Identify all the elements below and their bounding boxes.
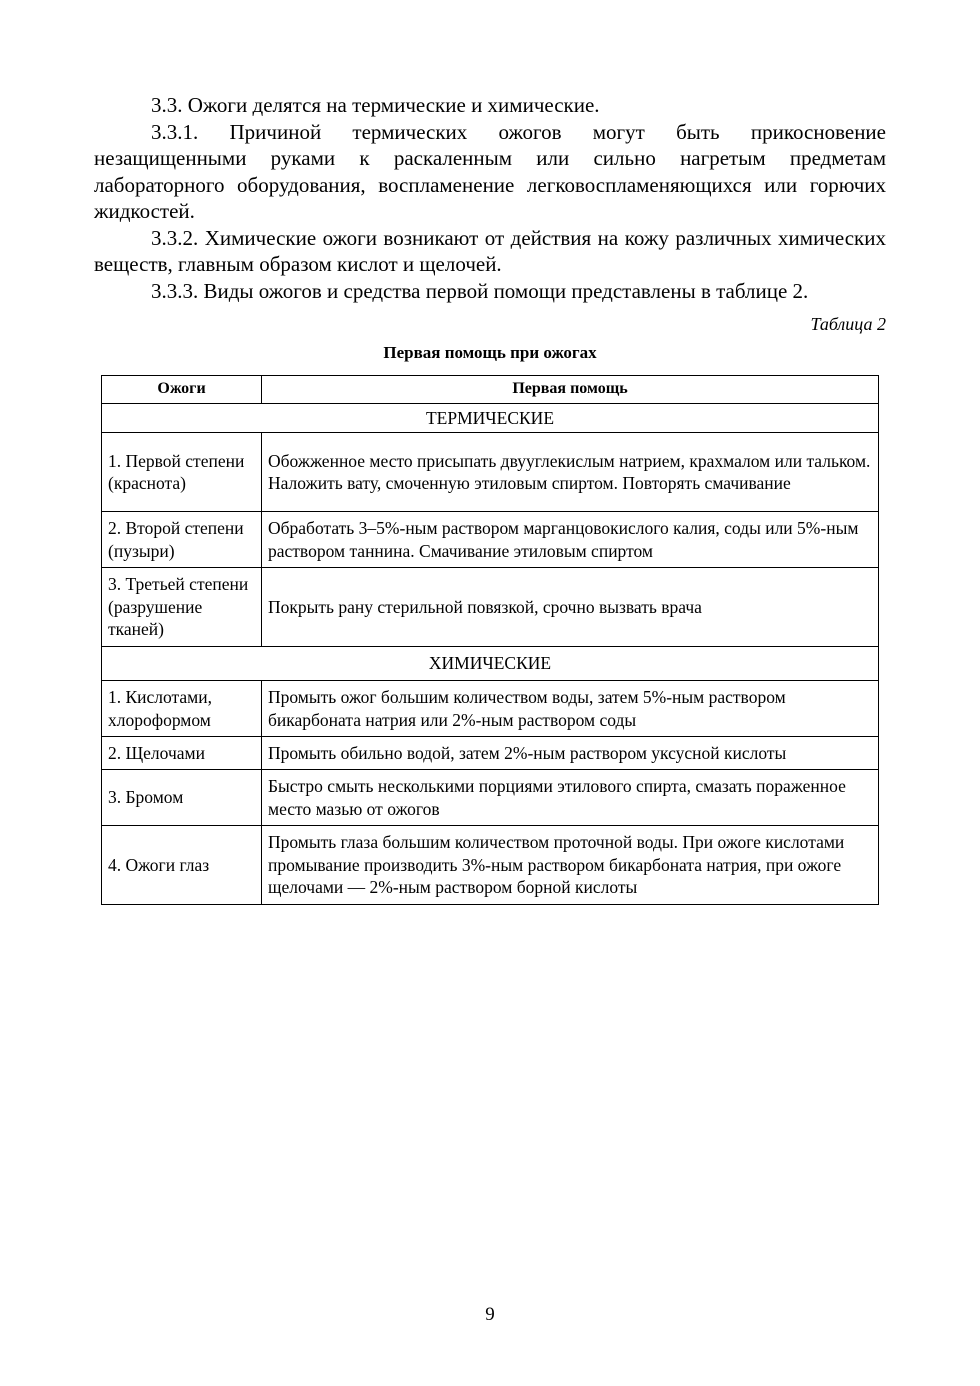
table-label: Таблица 2 (810, 314, 886, 334)
header-burns: Ожоги (102, 376, 262, 404)
table-row (102, 568, 879, 647)
burn-type-cell: 1. Кислотами, хлороформом (102, 681, 262, 737)
first-aid-cell: Обработать 3–5%-ным раствором марганцовокислого калия, соды или 5%-ным раствором таннина. Смачивание этиловым спиртом (262, 512, 879, 568)
paragraph-3-3-2: 3.3.2. Химические ожоги возникают от действия на кожу различных химических веществ, главным образом кислот и щелочей. (94, 225, 886, 276)
first-aid-cell: Промыть глаза большим количеством проточной воды. При ожоге кислотами промывание производить 3%-ным раствором бикарбоната натрия, при ожоге щелочами — 2%-ным раствором борной кислоты (262, 826, 879, 905)
burn-type-cell: 3. Бромом (102, 770, 262, 826)
table-row (102, 737, 879, 770)
header-first-aid: Первая помощь (262, 376, 879, 404)
section-row-thermal (102, 404, 879, 433)
first-aid-cell: Промыть обильно водой, затем 2%-ным раствором уксусной кислоты (262, 737, 879, 770)
first-aid-cell: Быстро смыть несколькими порциями этилового спирта, смазать пораженное место мазью от ожогов (262, 770, 879, 826)
table-row (102, 433, 879, 512)
section-title: ХИМИЧЕСКИЕ (102, 647, 879, 681)
table-row (102, 681, 879, 737)
table-header-row (102, 376, 879, 404)
table-row (102, 826, 879, 905)
burn-type-cell: 1. Первой степени (краснота) (102, 433, 262, 512)
table-title: Первая помощь при ожогах (383, 343, 597, 362)
table-row (102, 512, 879, 568)
first-aid-cell: Обожженное место присыпать двууглекислым натрием, крахмалом или тальком. Наложить вату, смоченную этиловым спиртом. Повторять смачивание (262, 433, 879, 512)
burn-type-cell: 2. Щелочами (102, 737, 262, 770)
first-aid-table (101, 375, 879, 905)
table-row (102, 770, 879, 826)
paragraph-3-3-1: 3.3.1. Причиной термических ожогов могут быть прикосновение незащищенными руками к раскаленным или сильно нагретым предметам лабораторного оборудования, воспламенение легковоспламеняющихся или горючих жидкостей. (94, 119, 886, 223)
paragraph-3-3: 3.3. Ожоги делятся на термические и химические. (151, 93, 600, 117)
section-row-chemical (102, 647, 879, 681)
section-title: ТЕРМИЧЕСКИЕ (102, 404, 879, 433)
body-text (94, 92, 886, 304)
first-aid-cell: Промыть ожог большим количеством воды, затем 5%-ным раствором бикарбоната натрия или 2%-ным раствором соды (262, 681, 879, 737)
burn-type-cell: 3. Третьей степени (разрушение тканей) (102, 568, 262, 647)
page-number: 9 (485, 1304, 495, 1325)
first-aid-cell: Покрыть рану стерильной повязкой, срочно вызвать врача (262, 568, 879, 647)
paragraph-3-3-3: 3.3.3. Виды ожогов и средства первой помощи представлены в таблице 2. (151, 278, 809, 303)
burn-type-cell: 4. Ожоги глаз (102, 826, 262, 905)
burn-type-cell: 2. Второй степени (пузыри) (102, 512, 262, 568)
